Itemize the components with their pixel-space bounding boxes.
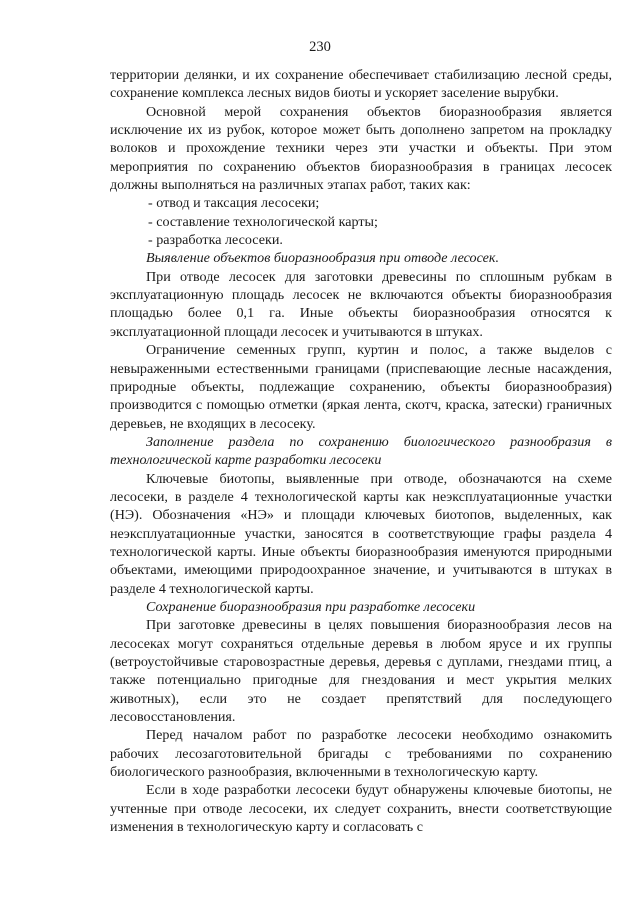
page-number: 230 [309,39,331,55]
section-heading-tech-map: Заполнение раздела по сохранению биологического разнообразия в технологической карте разработки лесосеки [110,433,612,469]
paragraph-found-biotopes: Если в ходе разработки лесосеки будут обнаружены ключевые биотопы, не учтенные при отводе лесосеки, их следует сохранить, внести соответствующие изменения в технологическую карту и согласовать с [110,782,612,836]
paragraph-key-biotopes: Ключевые биотопы, выявленные при отводе, обозначаются на схеме лесосеки, в разделе 4 технологической карты как неэксплуатационные участки (НЭ). Обозначения «НЭ» и площади ключевых биотопов, выделенных, как неэксплуатационные участки, заносятся в соответствующие графы раздела 4 технологической карты. Иные объекты биоразнообразия именуются природными объектами, имеющими природоохранное значение, и учитываются в штуках в разделе 4 технологической карты. [110,470,612,597]
list-item: - отвод и таксация лесосеки; [148,195,320,212]
paragraph-intro: территории делянки, и их сохранение обеспечивает стабилизацию лесной среды, сохранение комплекса лесных видов биоты и ускоряет заселение вырубки. [110,67,612,102]
paragraph-boundaries: Ограничение семенных групп, куртин и полос, а также выделов с невыраженными естественными границами (приспевающие лесные насаждения, природные объекты, подлежащие сохранению, объекты биоразнообразия) производится с помощью отметки (яркая лента, скотч, краска, затески) граничных деревьев, не входящих в лесосеку. [110,342,612,432]
paragraph-harvesting: При заготовке древесины в целях повышения биоразнообразия лесов на лесосеках могут сохраняться отдельные деревья в любом ярусе и их группы (ветроустойчивые старовозрастные деревья, деревья с дуплами, гнездами птиц, а также потенциально пригодные для гнездования и мест укрытия мелких животных), если это не создает препятствий для последующего лесовосстановления. [110,617,612,726]
paragraph-allotment: При отводе лесосек для заготовки древесины по сплошным рубкам в эксплуатационную площадь лесосек не включаются объекты биоразнообразия площадью более 0,1 га. Иные объекты биоразнообразия относятся к эксплуатационной площади лесосек и учитываются в штуках. [110,268,612,340]
paragraph-briefing: Перед началом работ по разработке лесосеки необходимо ознакомить рабочих лесозаготовительной бригады с требованиями по сохранению биологического разнообразия, включенными в технологическую карту. [110,727,612,781]
paragraph-main-measure: Основной мерой сохранения объектов биоразнообразия является исключение их из рубок, которое может быть дополнено запретом на прокладку волоков и прохождение техники через эти участки и объекты. При этом мероприятия по сохранению объектов биоразнообразия в границах лесосек должны выполняться на различных этапах работ, таких как: [110,103,612,194]
section-heading-harvesting: Сохранение биоразнообразия при разработке лесосеки [146,598,476,615]
list-item: - разработка лесосеки. [148,232,283,249]
document-body [110,66,612,836]
section-heading-allotment: Выявление объектов биоразнообразия при отводе лесосек. [146,250,500,267]
list-item: - составление технологической карты; [148,213,378,230]
